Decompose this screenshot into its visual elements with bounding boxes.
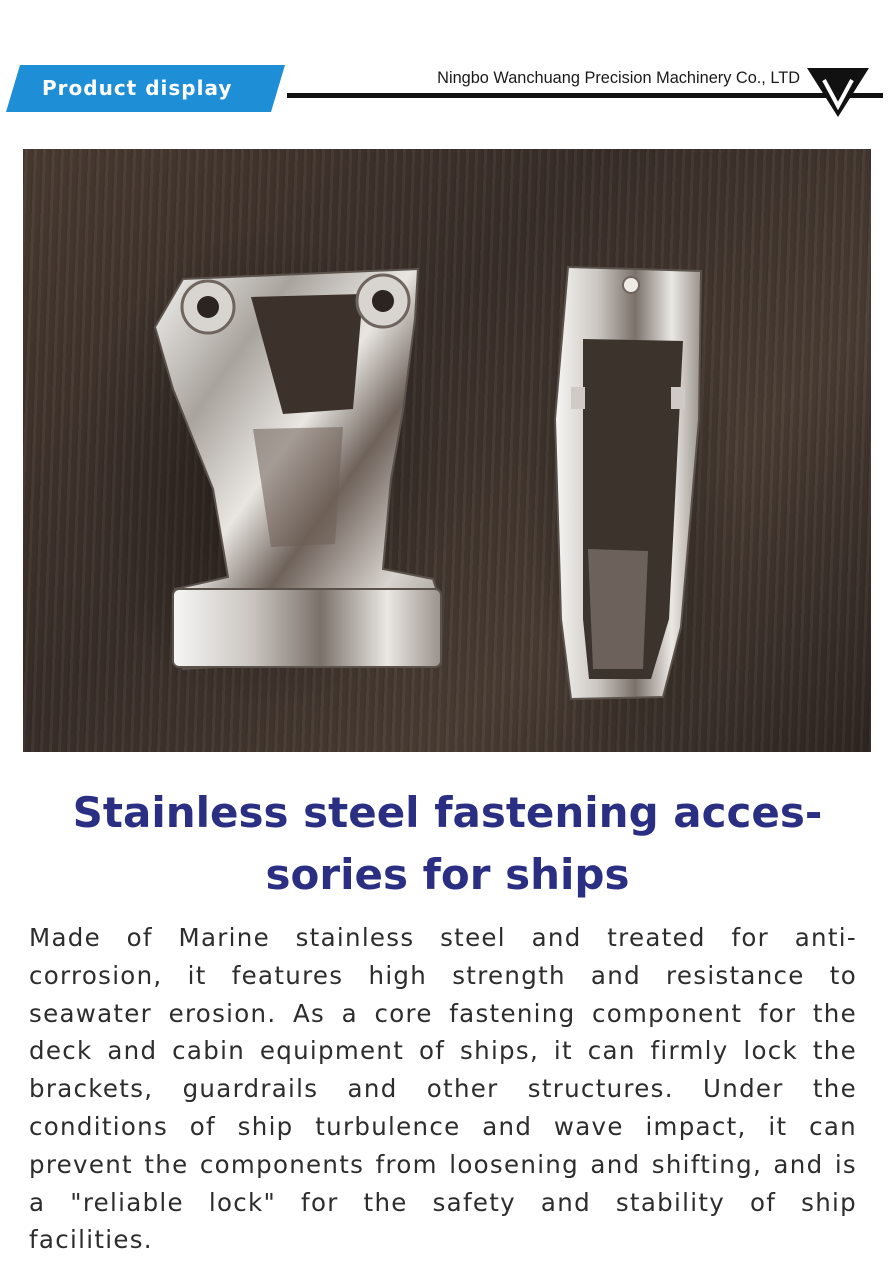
- bracket-channel-icon: [523, 249, 743, 752]
- section-tab-label: Product display: [42, 76, 233, 100]
- triangle-v-logo-icon: [807, 66, 869, 118]
- section-tab: [6, 65, 285, 112]
- product-photo: [23, 149, 871, 752]
- product-title: Stainless steel fastening acces- sories for ships: [72, 788, 823, 899]
- bracket-clamp-icon: [78, 229, 458, 709]
- company-name: Ningbo Wanchuang Precision Machinery Co., LTD: [437, 68, 800, 87]
- product-description: Made of Marine stainless steel and treated for anti-corrosion, it features high strength and resistance to seawater erosion. As a core fastening component for the deck and cabin equipment of ships, it can firmly lock the brackets, guardrails and other structures. Under the conditions of ship turbulence and wave impact, it can prevent the components from loosening and shifting, and is a "reliable lock" for the safety and stability of ship facilities.: [29, 923, 857, 1255]
- header-rule: [287, 93, 883, 98]
